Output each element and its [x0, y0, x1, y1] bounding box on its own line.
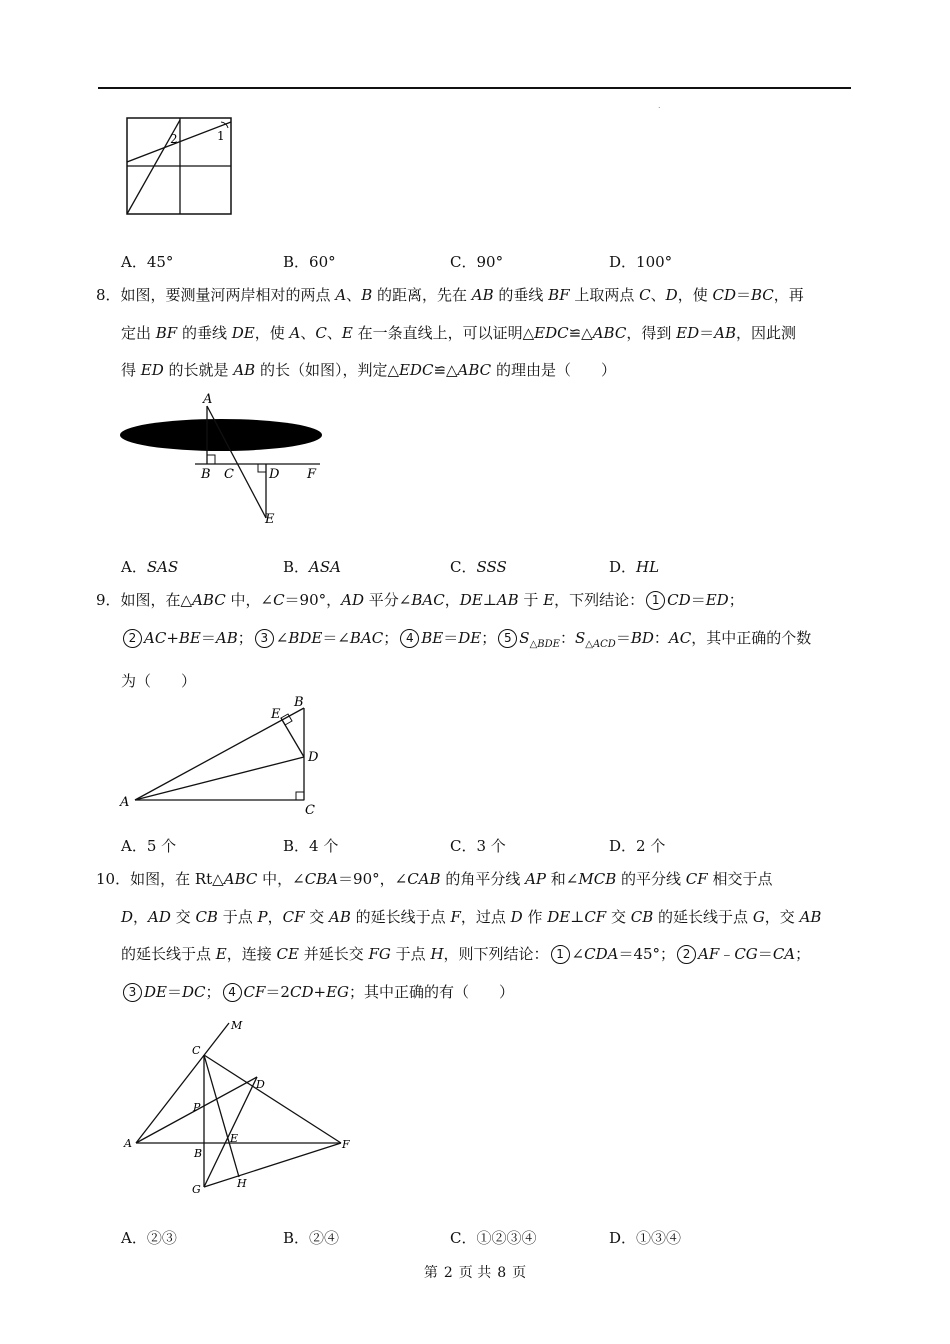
option-text: ②③ [146, 1229, 177, 1247]
q7-option-a[interactable] [121, 251, 173, 272]
option-letter: A． [121, 253, 147, 271]
q9-number: 9． [96, 591, 121, 609]
option-text: ①③④ [636, 1229, 682, 1247]
q10-label-h: H [237, 1177, 247, 1190]
q7-label-1: 1 [217, 129, 225, 143]
q9-figure [115, 690, 330, 815]
q10-label-a: A [124, 1137, 132, 1150]
option-text: SAS [146, 558, 179, 576]
q10-label-m: M [231, 1019, 243, 1032]
option-letter: A． [121, 1229, 147, 1247]
option-text: 5 个 [146, 837, 177, 855]
option-letter: C． [450, 1229, 477, 1247]
q8-option-b[interactable] [283, 556, 341, 577]
q7-label-2: 2 [170, 132, 178, 146]
q8-text: 8．如图，要测量河两岸相对的两点 A、B 的距离，先在 AB 的垂线 BF 上取两点 C、D，使 CD＝BC，再 定出 BF 的垂线 DE，使 A、C、E 在一条直线上，可以证明△EDC≌△ABC，得到 ED＝AB，因此测 得 ED 的长就是 AB 的长（如图），判定△EDC≌△ABC 的理由是（ ） [96, 286, 804, 379]
q10-label-c: C [192, 1044, 201, 1057]
q10-figure [115, 1015, 365, 1195]
stray-dot: . [658, 101, 661, 110]
option-letter: B． [283, 253, 310, 271]
q10-option-a[interactable] [121, 1227, 177, 1248]
option-text: 45° [146, 253, 174, 271]
q7-options [121, 251, 821, 273]
header-rule [98, 87, 851, 89]
page-footer [0, 1262, 950, 1282]
option-letter: B． [283, 1229, 310, 1247]
footer-prefix: 第 [423, 1265, 438, 1281]
q9-options [121, 835, 821, 857]
option-letter: A． [121, 558, 147, 576]
q9-option-c[interactable] [450, 835, 506, 856]
q8-options [121, 556, 821, 578]
q7-option-b[interactable] [283, 251, 336, 272]
q10-label-d: D [256, 1078, 265, 1091]
q8-label-f: F [307, 467, 317, 482]
q8-figure [115, 388, 330, 528]
option-letter: D． [609, 558, 637, 576]
option-text: SSS [476, 558, 507, 576]
q8-label-d: D [269, 467, 280, 482]
q8-option-a[interactable] [121, 556, 178, 577]
q7-figure [120, 112, 240, 222]
q7-option-d[interactable] [609, 251, 672, 272]
q9-option-b[interactable] [283, 835, 338, 856]
footer-suffix: 页 [512, 1265, 527, 1281]
option-letter: D． [609, 837, 637, 855]
q8-label-b: B [201, 467, 211, 482]
option-letter: C． [450, 253, 477, 271]
q10-label-f: F [342, 1138, 350, 1151]
q10-text: 10．如图，在 Rt△ABC 中，∠CBA＝90°，∠CAB 的角平分线 AP 和∠MCB 的平分线 CF 相交于点 D，AD 交 CB 于点 P，CF 交 AB 的延长线于点 F，过点 D 作 DE⊥CF 交 CB 的延长线于点 G，交 AB 的延长线于点 E，连接 CE 并延长交 FG 于点 H，则下列结论： 1 ∠CDA＝45°； 2 AF﹣CG＝CA； 3 DE＝DC； 4 CF＝2CD+EG；其中正确的有（ ） [96, 870, 822, 1001]
option-letter: B． [283, 837, 310, 855]
q10-option-d[interactable] [609, 1227, 681, 1248]
q10-option-b[interactable] [283, 1227, 339, 1248]
option-text: 3 个 [476, 837, 506, 855]
q9-label-c: C [305, 803, 315, 815]
option-text: 90° [476, 253, 504, 271]
option-letter: C． [450, 558, 477, 576]
q8-option-d[interactable] [609, 556, 659, 577]
option-letter: C． [450, 837, 477, 855]
q9-label-e: E [271, 707, 281, 722]
q8-label-e: E [265, 512, 275, 527]
q9-label-a: A [120, 795, 130, 810]
q8-label-c: C [224, 467, 234, 482]
q9-option-d[interactable] [609, 835, 665, 856]
option-text: ASA [309, 558, 341, 576]
option-letter: D． [609, 1229, 637, 1247]
option-text: ②④ [309, 1229, 340, 1247]
option-text: 60° [309, 253, 336, 271]
q8-option-c[interactable] [450, 556, 507, 577]
option-letter: A． [121, 837, 147, 855]
option-text: HL [636, 558, 660, 576]
option-text: 2 个 [636, 837, 666, 855]
option-text: 100° [636, 253, 673, 271]
q8-number: 8． [96, 286, 121, 304]
footer-total-pages: 8 [497, 1265, 507, 1281]
q9-text: 9．如图，在△ABC 中，∠C＝90°，AD 平分∠BAC，DE⊥AB 于 E，下列结论： 1 CD＝ED； 2 AC+BE＝AB； 3 ∠BDE＝∠BAC； 4 BE＝DE； 5 $S_{\triangle BDE}$：$S_{\triangle ACD}=BD$：AC，其中正确的个数 为（ ） [96, 591, 812, 690]
q10-label-g: G [192, 1183, 201, 1195]
q10-label-b: B [194, 1147, 203, 1160]
footer-page-number: 2 [443, 1265, 453, 1281]
q9-label-b: B [294, 695, 304, 710]
q10-options [121, 1227, 821, 1249]
q10-label-e: E [230, 1132, 239, 1145]
q9-label-d: D [308, 750, 319, 765]
option-text: 4 个 [309, 837, 339, 855]
option-text: ①②③④ [476, 1229, 537, 1247]
q8-label-a: A [203, 392, 213, 407]
q7-option-c[interactable] [450, 251, 503, 272]
footer-mid: 页 共 [458, 1265, 492, 1281]
q10-number: 10． [96, 870, 131, 888]
q10-option-c[interactable] [450, 1227, 537, 1248]
q9-option-a[interactable] [121, 835, 176, 856]
q10-label-p: P [193, 1101, 201, 1114]
option-letter: B． [283, 558, 310, 576]
option-letter: D． [609, 253, 637, 271]
